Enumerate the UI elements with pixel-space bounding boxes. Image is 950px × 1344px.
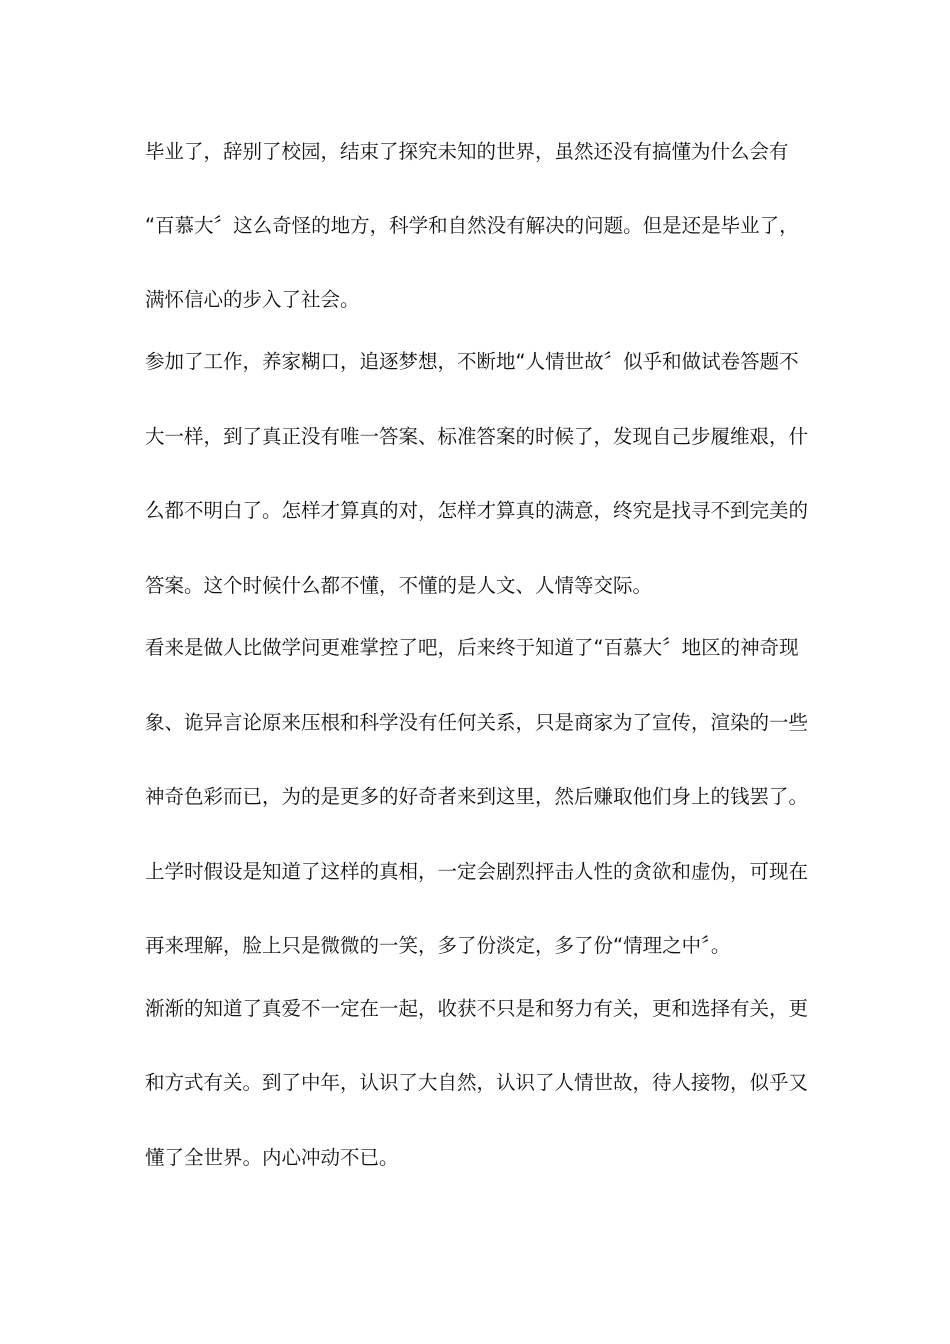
text-line: 满怀信心的步入了社会。 bbox=[145, 288, 360, 311]
text-line: “百慕大〞这么奇怪的地方，科学和自然没有解决的问题。但是还是毕业了， bbox=[145, 214, 799, 237]
text-line: 大一样，到了真正没有唯一答案、标准答案的时候了，发现自己步履维艰，什 bbox=[145, 425, 809, 448]
text-line: 上学时假设是知道了这样的真相，一定会剧烈抨击人性的贪欲和虚伪，可现在 bbox=[145, 860, 809, 883]
text-line: 答案。这个时候什么都不懂，不懂的是人文、人情等交际。 bbox=[145, 574, 653, 597]
text-line: 看来是做人比做学问更难掌控了吧，后来终于知道了“百慕大〞地区的神奇现 bbox=[145, 636, 799, 659]
text-line: 象、诡异言论原来压根和科学没有任何关系，只是商家为了宣传，渲染的一些 bbox=[145, 711, 809, 734]
text-line: 参加了工作，养家糊口，追逐梦想，不断地“人情世故〞似乎和做试卷答题不 bbox=[145, 350, 799, 373]
text-line: 神奇色彩而已，为的是更多的好奇者来到这里，然后赚取他们身上的钱罢了。 bbox=[145, 785, 809, 808]
text-line: 么都不明白了。怎样才算真的对，怎样才算真的满意，终究是找寻不到完美的 bbox=[145, 499, 809, 522]
text-line: 和方式有关。到了中年，认识了大自然，认识了人情世故，待人接物，似乎又 bbox=[145, 1071, 809, 1094]
text-line: 渐渐的知道了真爱不一定在一起，收获不只是和努力有关，更和选择有关，更 bbox=[145, 997, 809, 1020]
text-line: 懂了全世界。内心冲动不已。 bbox=[145, 1146, 399, 1169]
text-line: 毕业了，辞别了校园，结束了探究未知的世界，虽然还没有搞懂为什么会有 bbox=[145, 140, 789, 163]
text-line: 再来理解，脸上只是微微的一笑，多了份淡定，多了份“情理之中〞。 bbox=[145, 934, 731, 957]
